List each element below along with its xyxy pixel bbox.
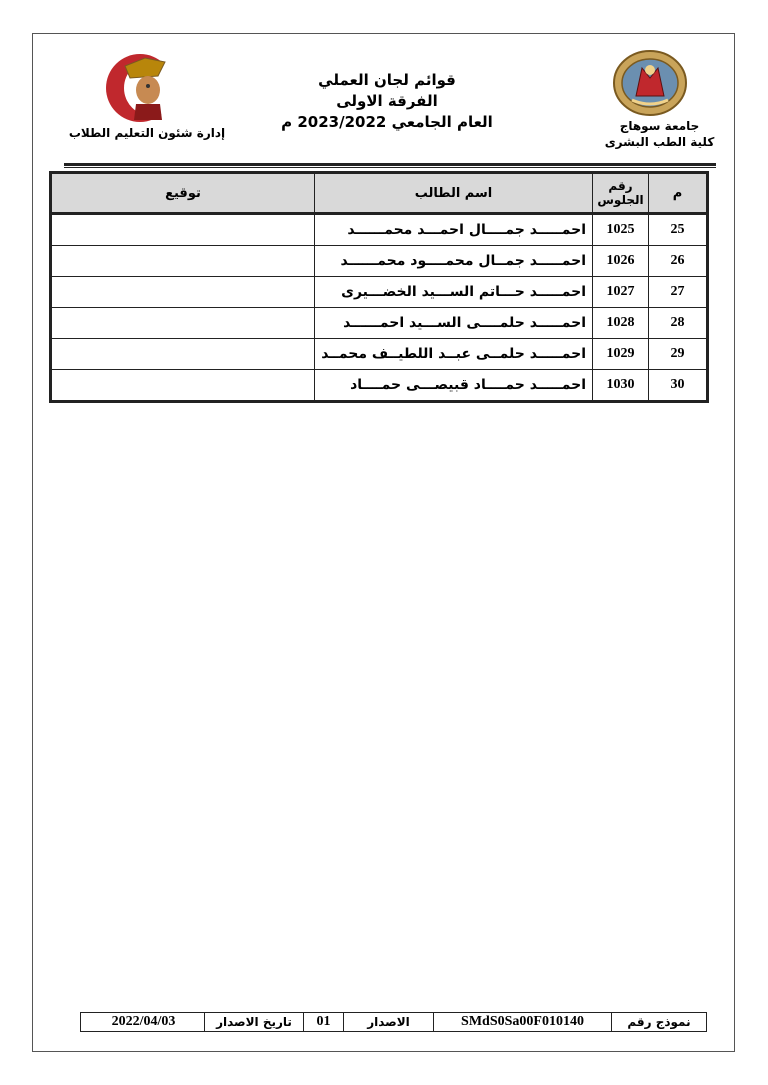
signature-cell [51,339,315,370]
form-number-label: نموذج رقم [611,1013,706,1031]
row-number: 29 [649,339,708,370]
document-footer [80,1012,707,1032]
row-number: 26 [649,246,708,277]
table-header-row [51,173,708,214]
signature-cell [51,246,315,277]
header-divider [64,163,716,166]
row-number: 28 [649,308,708,339]
title-line-1: قوائم لجان العملي [318,71,456,89]
sohag-university-seal-icon [610,48,690,118]
issue-value: 01 [303,1013,343,1031]
student-roster-table [49,171,709,403]
department-name: إدارة شئون التعليم الطلاب [68,126,226,140]
university-name: جامعة سوهاج [619,119,700,133]
signature-cell [51,308,315,339]
seat-number: 1027 [593,277,649,308]
faculty-medicine-logo-icon [70,48,200,128]
title-line-2: الفرقة الاولى [336,92,438,110]
seat-header-line2: الجلوس [597,193,644,207]
student-name: احمـــــد حلمــى عبــد اللطيــف محمــد [315,339,593,370]
column-header-seat-number [593,173,649,214]
row-number: 30 [649,370,708,402]
student-name: احمـــــد جمــــال احمـــد محمــــــد [315,214,593,246]
column-header-number: م [649,173,708,214]
signature-cell [51,277,315,308]
seat-number: 1026 [593,246,649,277]
seat-number: 1028 [593,308,649,339]
table-row [51,370,708,402]
table-row [51,339,708,370]
university-name-block [592,118,727,150]
table-row [51,277,708,308]
column-header-signature: توقيع [51,173,315,214]
row-number: 25 [649,214,708,246]
issue-label: الاصدار [343,1013,433,1031]
issue-date-value: 2022/04/03 [111,1014,176,1029]
seat-number: 1030 [593,370,649,402]
faculty-name: كلية الطب البشرى [604,135,715,149]
table-row [51,246,708,277]
document-titles [262,70,512,133]
form-number-value: SMdS0Sa00F010140 [433,1013,611,1031]
student-name: احمـــــد حمــــاد قبيصـــى حمــــاد [315,370,593,402]
table-row [51,308,708,339]
header-divider-thin [64,167,716,168]
signature-cell [51,214,315,246]
student-name: احمـــــد حلمــــى الســـيد احمــــــد [315,308,593,339]
title-line-3: العام الجامعي 2023/2022 م [281,113,493,131]
table-row [51,214,708,246]
seat-header-line1: رقم [608,179,633,193]
student-name: احمـــــد حـــاتم الســـيد الخضـــيرى [315,277,593,308]
row-number: 27 [649,277,708,308]
column-header-student-name: اسم الطالب [315,173,593,214]
issue-date-label: تاريخ الاصدار [204,1013,303,1031]
document-header [32,40,735,160]
student-name: احمـــــد جمــال محمــــود محمــــــد [315,246,593,277]
signature-cell [51,370,315,402]
seat-number: 1029 [593,339,649,370]
seat-number: 1025 [593,214,649,246]
